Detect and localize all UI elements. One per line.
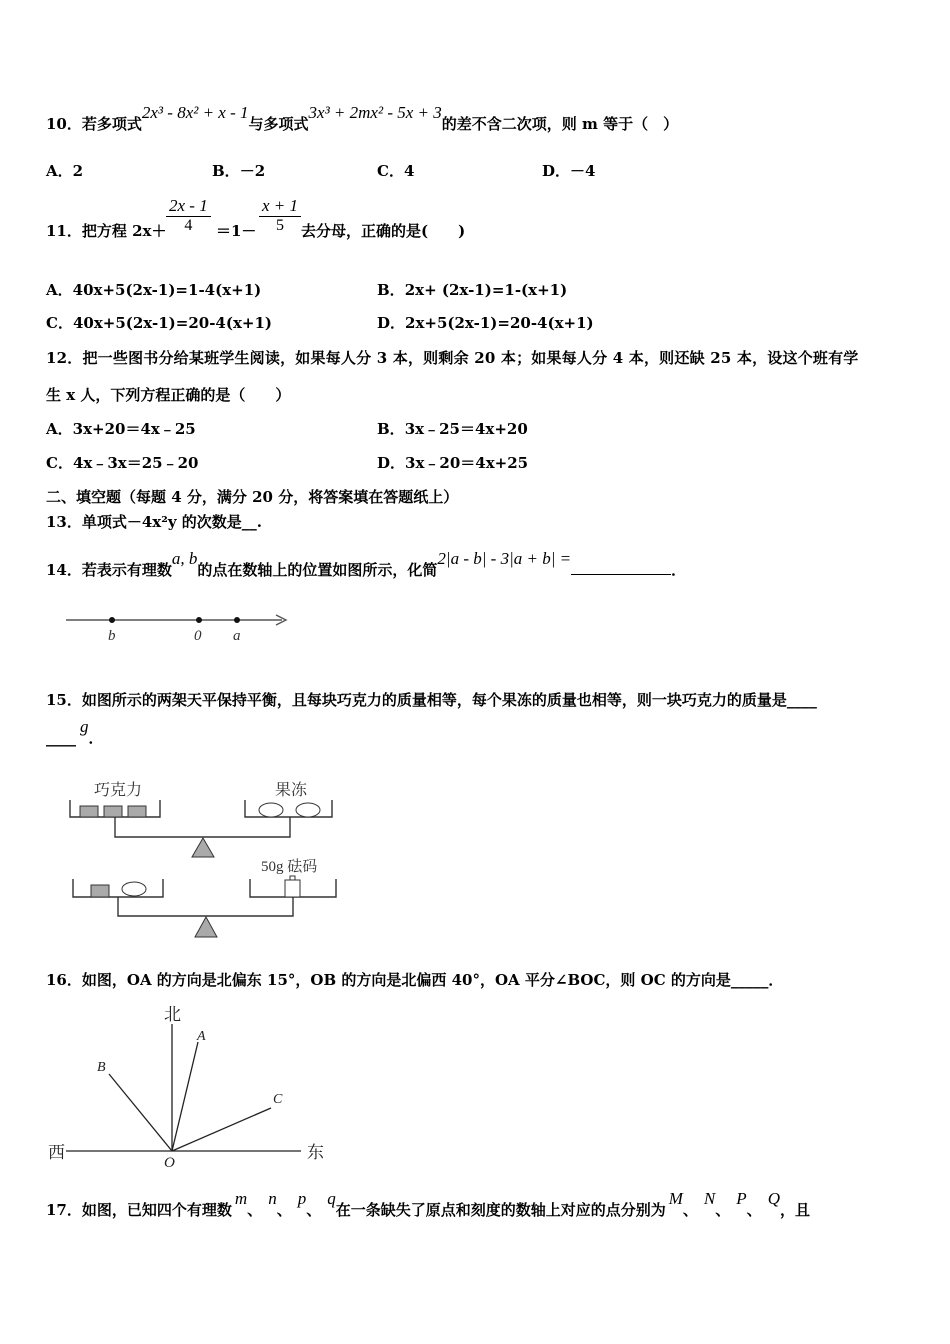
question-text: 单项式－4x²y 的次数是__. xyxy=(81,513,262,531)
question-text: 把一些图书分给某班学生阅读，如果每人分 3 本，则剩余 20 本；如果每人分 4 本，则还缺 25 本，设这个班有学 xyxy=(82,349,859,367)
answer-blank[interactable] xyxy=(571,574,671,575)
option-c[interactable]: C．40x+5(2x-1)=20-4(x+1) xyxy=(46,314,272,332)
jelly xyxy=(296,803,320,817)
question-14: 14．若表示有理数a, b的点在数轴上的位置如图所示，化简2|a - b| - 3|a + b| =． xyxy=(46,549,687,579)
question-text: 生 x 人，下列方程正确的是（ ） xyxy=(46,386,291,404)
label-0: 0 xyxy=(194,628,202,644)
jelly xyxy=(122,882,146,896)
question-number: 17． xyxy=(46,1201,82,1219)
point-a xyxy=(234,617,240,623)
chocolate xyxy=(91,885,109,897)
fulcrum xyxy=(192,838,214,857)
option-a[interactable]: A．3x+20＝4x﹣25 xyxy=(46,420,196,438)
question-17: 17．如图，已知四个有理数m、n、p、q在一条缺失了原点和刻度的数轴上对应的点分别为M、N、P、Q，且 xyxy=(46,1189,810,1219)
label-b: b xyxy=(108,628,116,644)
option-b[interactable]: B．3x﹣25＝4x+20 xyxy=(377,420,528,438)
question-text: ＝1－ xyxy=(216,222,257,240)
question-number: 11． xyxy=(46,222,82,240)
beam xyxy=(118,897,293,916)
option-c[interactable]: C．4x﹣3x＝25﹣20 xyxy=(46,454,199,472)
option-b[interactable]: B．2x+ (2x-1)=1-(x+1) xyxy=(377,281,568,299)
question-number: 12． xyxy=(46,349,83,367)
question-text: 与多项式 xyxy=(248,115,309,133)
unit: g xyxy=(80,717,89,736)
jelly xyxy=(259,803,283,817)
label-east: 东 xyxy=(307,1143,324,1162)
question-text: 若表示有理数 xyxy=(81,561,172,579)
section-title: 二、填空题（每题 4 分，满分 20 分，将答案填在答题纸上） xyxy=(46,488,459,506)
question-11 xyxy=(46,221,166,241)
beam xyxy=(115,817,290,837)
balance-diagram xyxy=(64,775,354,945)
option-d[interactable]: D．2x+5(2x-1)=20-4(x+1) xyxy=(377,314,594,332)
variables: a, b xyxy=(171,549,198,568)
question-text: 在一条缺失了原点和刻度的数轴上对应的点分别为 xyxy=(335,1201,666,1219)
point-0 xyxy=(196,617,202,623)
question-number: 13． xyxy=(46,513,82,531)
label-north: 北 xyxy=(164,1005,181,1024)
fraction-1: $\frac{2x - 1}{4}$ xyxy=(166,196,211,235)
option-a[interactable]: A．2 xyxy=(46,162,84,180)
chocolate xyxy=(104,806,122,817)
label-B: B xyxy=(97,1060,106,1075)
left-pan xyxy=(73,879,163,897)
question-text: 若多项式 xyxy=(81,115,142,133)
question-number: 10． xyxy=(46,115,82,133)
ray-OB xyxy=(109,1074,172,1151)
question-number: 15． xyxy=(46,691,82,709)
question-12 xyxy=(46,348,859,368)
direction-diagram xyxy=(46,1000,336,1170)
label-A: A xyxy=(197,1029,206,1044)
fraction-2: $\frac{x + 1}{5}$ xyxy=(259,196,301,235)
weight-50g xyxy=(285,880,300,897)
point-b xyxy=(109,617,115,623)
label-chocolate: 巧克力 xyxy=(94,782,143,799)
label-jelly: 果冻 xyxy=(275,782,308,799)
ray-OC xyxy=(172,1108,271,1151)
question-text: 的点在数轴上的位置如图所示，化简 xyxy=(197,561,438,579)
question-number: 16． xyxy=(46,971,82,989)
answer-blank[interactable]: ____ xyxy=(46,729,76,747)
label-C: C xyxy=(273,1092,283,1107)
polynomial-1: 2x³ - 8x² + x - 1 xyxy=(141,103,249,122)
polynomial-2: 3x³ + 2mx² - 5x + 3 xyxy=(308,103,442,122)
fulcrum xyxy=(195,917,217,937)
question-15 xyxy=(46,690,817,710)
question-text: 如图所示的两架天平保持平衡，且每块巧克力的质量相等，每个果冻的质量也相等，则一块巧克力的质量是____ xyxy=(81,691,817,709)
question-text: 的差不含二次项，则 m 等于（ ） xyxy=(441,115,679,133)
question-text: 如图，OA 的方向是北偏东 15°，OB 的方向是北偏西 40°，OA 平分∠BOC，则 OC 的方向是_____． xyxy=(81,971,784,989)
option-d[interactable]: D．－4 xyxy=(542,162,596,180)
chocolate xyxy=(80,806,98,817)
weight-knob xyxy=(290,876,295,880)
option-c[interactable]: C．4 xyxy=(377,162,415,180)
question-16 xyxy=(46,970,783,990)
question-text: 把方程 2x＋ xyxy=(81,222,167,240)
option-d[interactable]: D．3x﹣20＝4x+25 xyxy=(377,454,529,472)
label-weight: 50g 砝码 xyxy=(261,859,318,875)
option-a[interactable]: A．40x+5(2x-1)=1-4(x+1) xyxy=(46,281,262,299)
question-text: 如图，已知四个有理数 xyxy=(81,1201,232,1219)
ray-OA xyxy=(172,1042,198,1151)
expression: 2|a - b| - 3|a + b| = xyxy=(437,549,572,568)
label-O: O xyxy=(164,1155,175,1171)
question-10 xyxy=(46,103,679,134)
question-number: 14． xyxy=(46,561,82,579)
question-15-line2: ____g． xyxy=(46,717,104,747)
chocolate xyxy=(128,806,146,817)
label-west: 西 xyxy=(48,1143,65,1162)
question-text: 去分母，正确的是( ) xyxy=(301,222,466,240)
number-line xyxy=(60,606,300,646)
label-a: a xyxy=(233,628,241,644)
question-13 xyxy=(46,512,262,532)
option-b[interactable]: B．－2 xyxy=(212,162,266,180)
